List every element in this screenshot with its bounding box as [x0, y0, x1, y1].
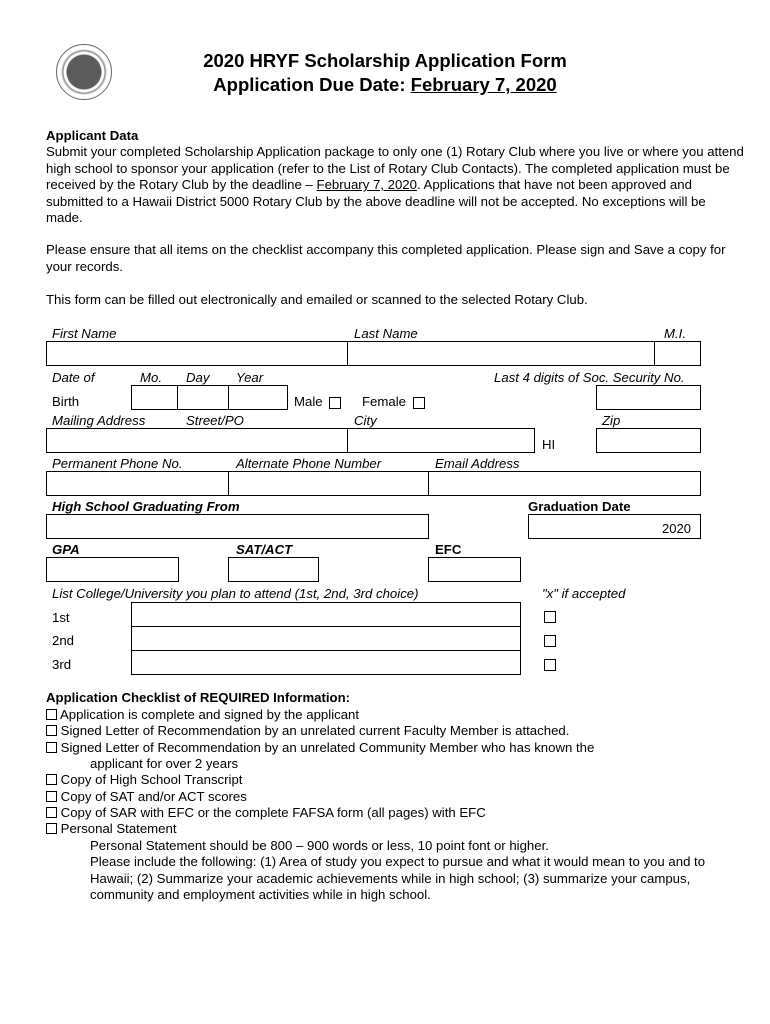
label-last-name: Last Name — [354, 326, 418, 341]
choice-label-2nd: 2nd — [52, 633, 75, 648]
label-month: Mo. — [140, 370, 162, 385]
due-date: February 7, 2020 — [410, 74, 557, 95]
permanent-phone-input[interactable] — [46, 471, 229, 496]
male-checkbox[interactable] — [329, 397, 341, 409]
intro-paragraph-3: This form can be filled out electronically and emailed or scanned to the selected Rotary Club. — [46, 292, 588, 307]
intro-paragraph-2: Please ensure that all items on the checklist accompany this completed application. Please sign and Save a copy for your records. — [46, 242, 726, 274]
sat-act-input[interactable] — [228, 557, 319, 582]
label-birth: Birth — [52, 394, 80, 409]
checklist-text-6: Copy of SAR with EFC or the complete FAFSA form (all pages) with EFC — [60, 805, 486, 820]
intro-deadline: February 7, 2020 — [316, 177, 417, 192]
female-checkbox[interactable] — [413, 397, 425, 409]
checklist-checkbox-1[interactable] — [46, 709, 57, 720]
last-name-input[interactable] — [347, 341, 655, 366]
checklist-item — [46, 821, 177, 836]
city-input[interactable] — [347, 428, 535, 453]
checklist-checkbox-4[interactable] — [46, 774, 57, 785]
intro-paragraph-1 — [46, 144, 746, 227]
checklist-text-5: Copy of SAT and/or ACT scores — [60, 789, 247, 804]
high-school-input[interactable] — [46, 514, 429, 539]
label-permanent-phone: Permanent Phone No. — [52, 456, 183, 471]
birth-month-input[interactable] — [131, 385, 178, 410]
first-name-input[interactable] — [46, 341, 348, 366]
checklist-text-4: Copy of High School Transcript — [60, 772, 243, 787]
checklist-text-3: Signed Letter of Recommendation by an unrelated Community Member who has known the — [60, 740, 595, 755]
label-street-po: Street/PO — [186, 413, 244, 428]
due-date-prefix: Application Due Date: — [213, 74, 411, 95]
efc-input[interactable] — [428, 557, 521, 582]
label-ssn: Last 4 digits of Soc. Security No. — [494, 370, 685, 385]
checklist-checkbox-3[interactable] — [46, 742, 57, 753]
intro-text-a: Submit your completed Scholarship Application package to only one (1) Rotary Club where you live or where you attend high school to sponsor your application (refer to the List of Rotary Club Contacts). The completed application must be received by the Rotary Club by the deadline – — [46, 144, 744, 192]
label-year: Year — [236, 370, 264, 385]
label-city: City — [354, 413, 377, 428]
personal-statement-note-2: Please include the following: (1) Area of study you expect to pursue and what it would mean to you and to Hawaii; (2) Summarize your academic achievements while in high school; (3) summarize your campus, community and employment activities while in high school. — [90, 854, 706, 902]
form-title: 2020 HRYF Scholarship Application Form — [203, 50, 567, 71]
checklist-text-1: Application is complete and signed by the applicant — [59, 707, 360, 722]
checklist-text-3-cont: applicant for over 2 years — [90, 756, 239, 771]
personal-statement-note-1: Personal Statement should be 800 – 900 words or less, 10 point font or higher. — [90, 838, 549, 853]
choice-label-3rd: 3rd — [52, 657, 72, 672]
email-input[interactable] — [428, 471, 701, 496]
label-high-school: High School Graduating From — [52, 499, 240, 514]
ssn-input[interactable] — [596, 385, 701, 410]
label-alternate-phone: Alternate Phone Number — [236, 456, 382, 471]
label-date-of: Date of — [52, 370, 95, 385]
label-email: Email Address — [435, 456, 520, 471]
checklist-item — [46, 707, 359, 722]
label-gpa: GPA — [52, 542, 80, 557]
checklist-item — [46, 740, 594, 755]
section-title-applicant-data: Applicant Data — [46, 128, 139, 143]
college-choice-1-input[interactable] — [131, 602, 521, 627]
graduation-date-value: 2020 — [662, 521, 691, 536]
birth-day-input[interactable] — [177, 385, 229, 410]
label-efc: EFC — [435, 542, 462, 557]
accepted-2-checkbox[interactable] — [544, 635, 556, 647]
choice-label-1st: 1st — [52, 610, 70, 625]
checklist-text-2: Signed Letter of Recommendation by an unrelated current Faculty Member is attached. — [60, 723, 570, 738]
checklist-checkbox-6[interactable] — [46, 807, 57, 818]
birth-year-input[interactable] — [228, 385, 288, 410]
label-mi: M.I. — [664, 326, 686, 341]
label-female: Female — [362, 394, 406, 409]
checklist-item — [46, 772, 242, 787]
alternate-phone-input[interactable] — [228, 471, 429, 496]
zip-input[interactable] — [596, 428, 701, 453]
checklist-item — [46, 789, 247, 804]
label-accepted: "x" if accepted — [542, 586, 626, 601]
checklist-title: Application Checklist of REQUIRED Information: — [46, 690, 351, 705]
label-college-list: List College/University you plan to attend (1st, 2nd, 3rd choice) — [52, 586, 419, 601]
checklist-checkbox-5[interactable] — [46, 791, 57, 802]
label-day: Day — [186, 370, 210, 385]
college-choice-2-input[interactable] — [131, 626, 521, 651]
due-date-line — [0, 74, 770, 96]
label-graduation-date: Graduation Date — [528, 499, 631, 514]
accepted-3-checkbox[interactable] — [544, 659, 556, 671]
checklist-text-7: Personal Statement — [60, 821, 177, 836]
checklist-item — [46, 805, 486, 820]
checklist-checkbox-7[interactable] — [46, 823, 57, 834]
checklist-item — [46, 723, 569, 738]
checklist-checkbox-2[interactable] — [46, 725, 57, 736]
label-sat-act: SAT/ACT — [236, 542, 293, 557]
label-zip: Zip — [602, 413, 621, 428]
mi-input[interactable] — [654, 341, 701, 366]
label-first-name: First Name — [52, 326, 117, 341]
street-input[interactable] — [46, 428, 348, 453]
label-mailing-address: Mailing Address — [52, 413, 146, 428]
intro-text-b: . Applications that have not been approved and submitted to a Hawaii District 5000 Rotary Club by the above deadline will not be accepted. No exceptions will be made. — [46, 177, 706, 225]
accepted-1-checkbox[interactable] — [544, 611, 556, 623]
gpa-input[interactable] — [46, 557, 179, 582]
label-male: Male — [294, 394, 323, 409]
state-value: HI — [542, 437, 556, 452]
college-choice-3-input[interactable] — [131, 650, 521, 675]
